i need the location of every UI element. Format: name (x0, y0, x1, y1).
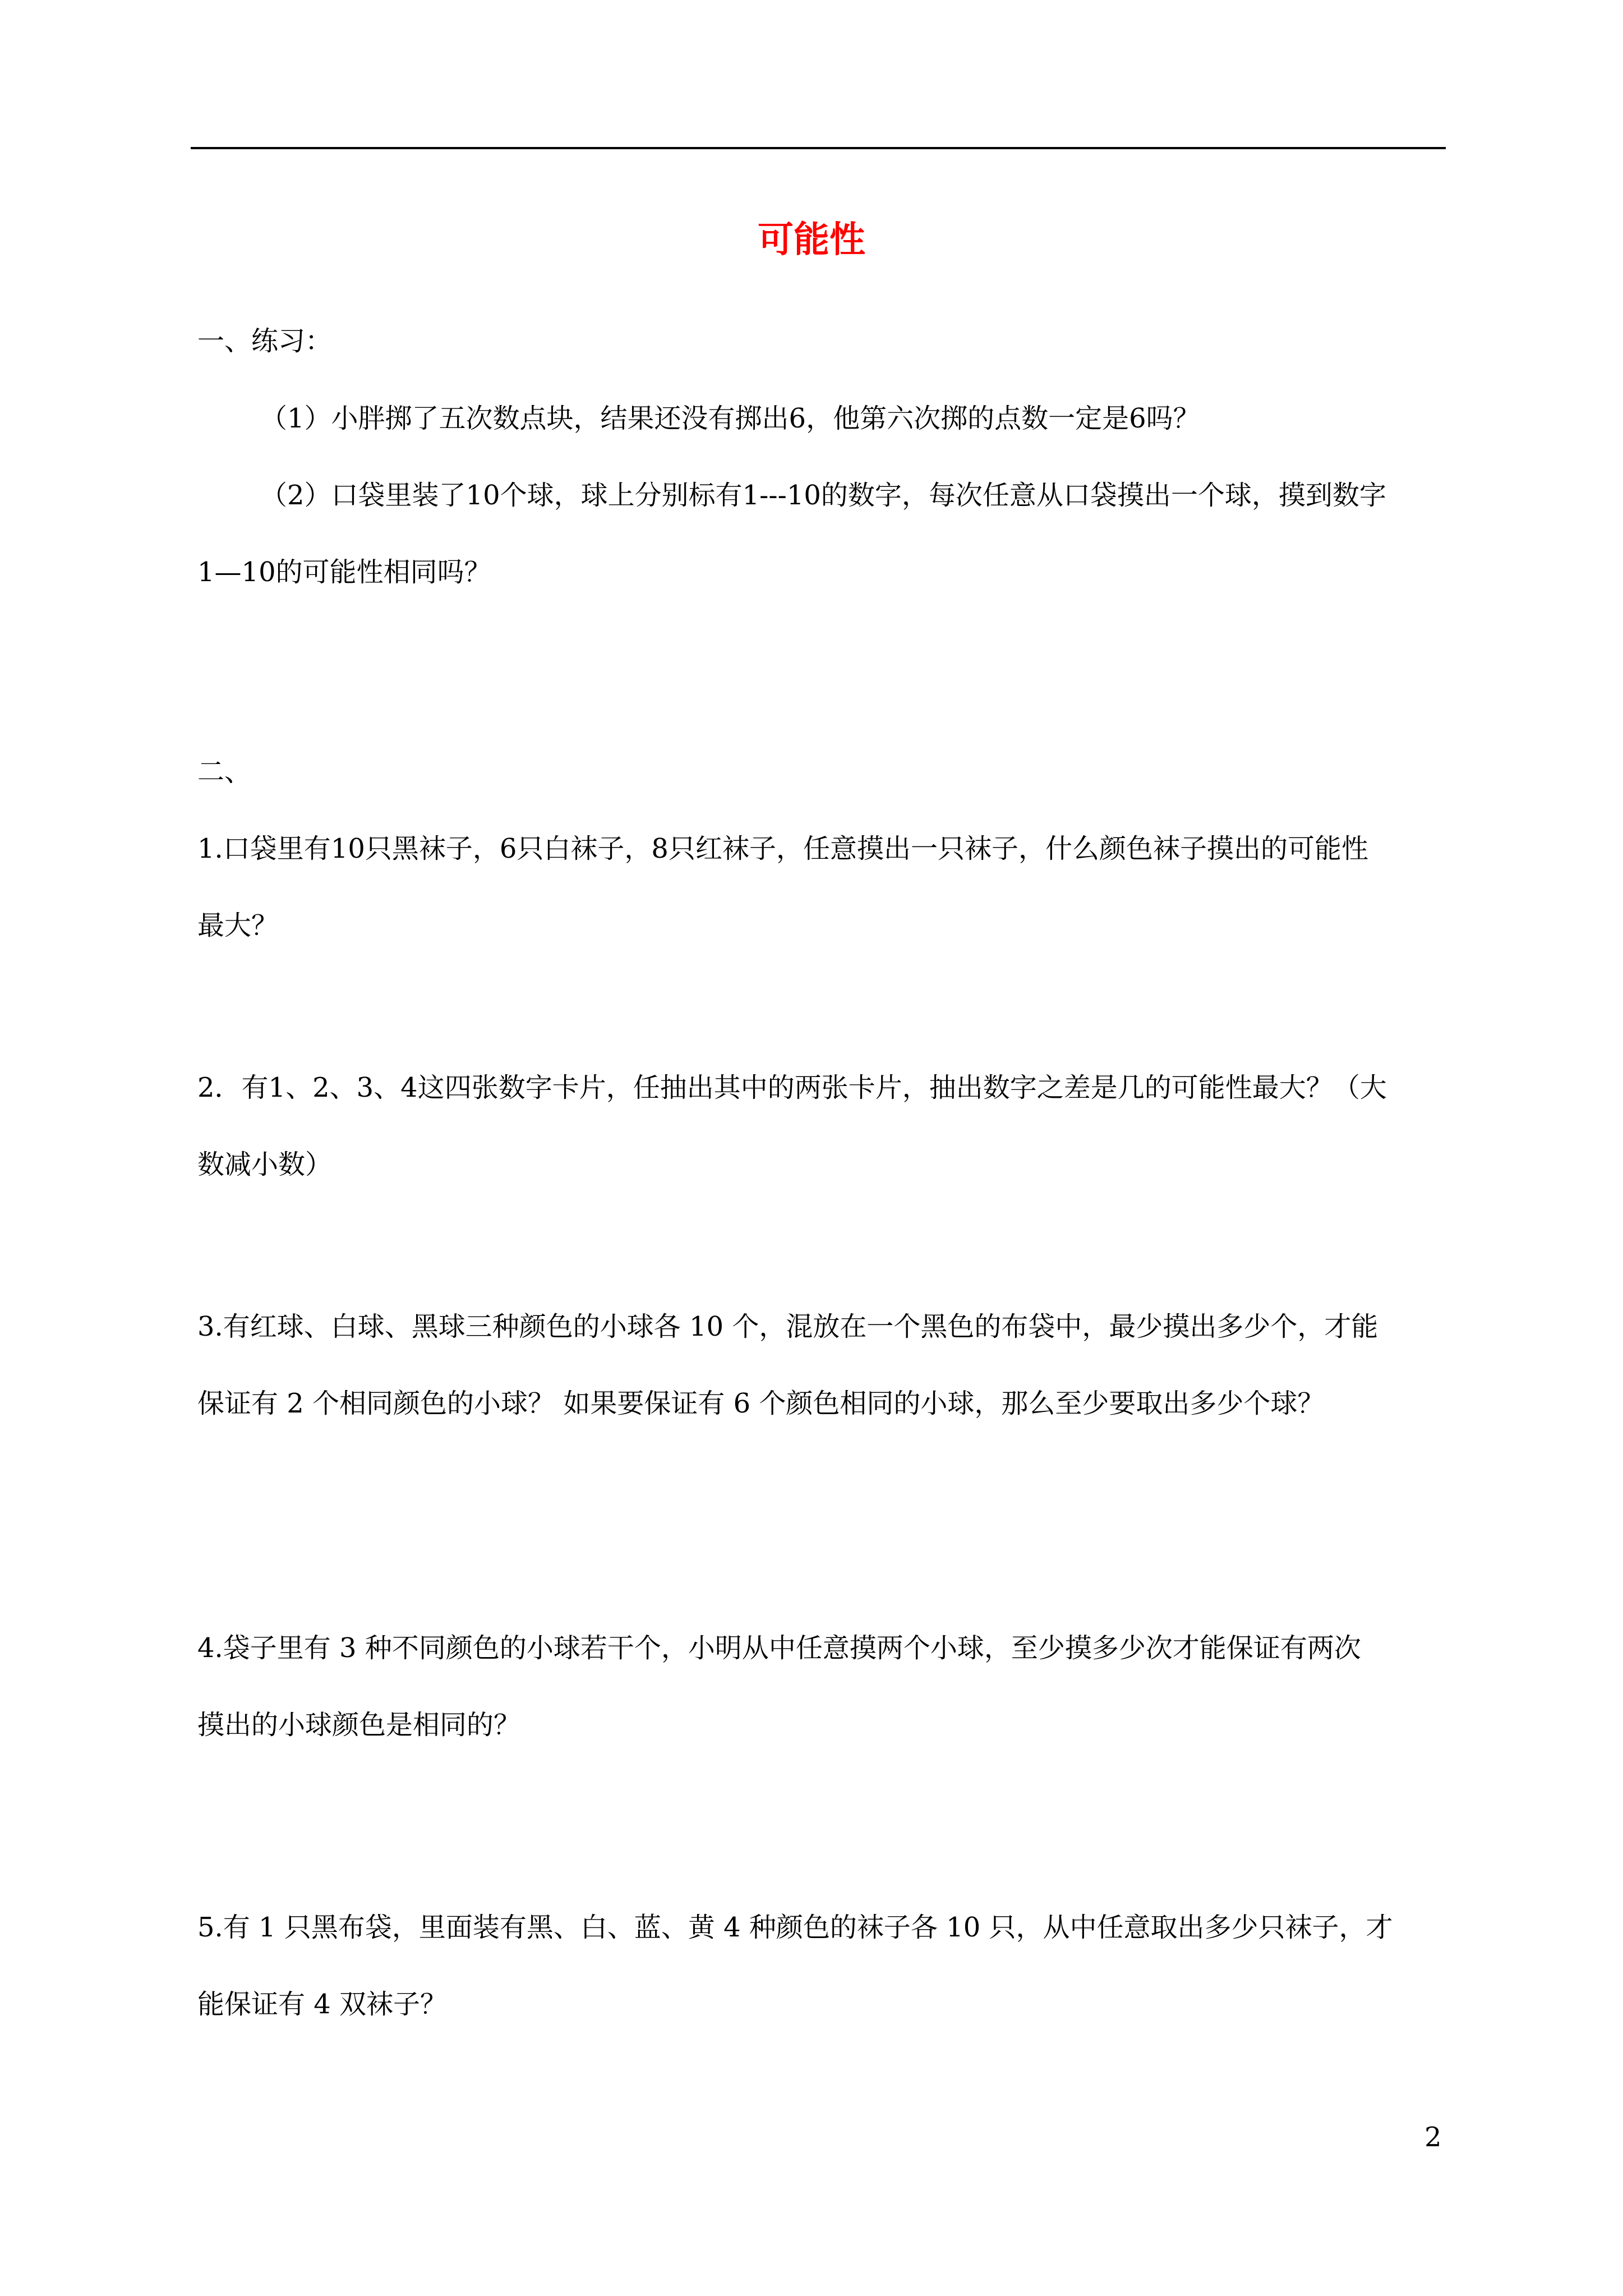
problem-1-line-1: 1.口袋里有10只黑袜子，6只白袜子，8只红袜子，任意摸出一只袜子，什么颜色袜子摸出的可能性 (197, 833, 1368, 864)
problem-2-line-1: 2．有1、2、3、4这四张数字卡片，任抽出其中的两张卡片，抽出数字之差是几的可能性最大？（大 (197, 1072, 1387, 1103)
section-2-heading: 二、 (197, 756, 252, 788)
problem-5-line-2: 能保证有 4 双袜子？ (197, 1989, 448, 2020)
page-number: 2 (1424, 2122, 1442, 2153)
header-rule (191, 147, 1446, 149)
problem-1-line-2: 最大？ (197, 910, 279, 941)
problem-5-line-1: 5.有 1 只黑布袋，里面装有黑、白、蓝、黄 4 种颜色的袜子各 10 只，从中任意取出多少只袜子，才 (197, 1912, 1393, 1943)
problem-3-line-2: 保证有 2 个相同颜色的小球？ 如果要保证有 6 个颜色相同的小球，那么至少要取出多少个球？ (197, 1388, 1325, 1419)
exercise-2-text-line-2: 1—10的可能性相同吗？ (197, 556, 491, 588)
problem-4-line-1: 4.袋子里有 3 种不同颜色的小球若干个，小明从中任意摸两个小球，至少摸多少次才能保证有两次 (197, 1632, 1361, 1664)
problem-2-line-2: 数减小数） (197, 1149, 333, 1180)
exercise-2-text-line-1: （2）口袋里装了10个球，球上分别标有1---10的数字，每次任意从口袋摸出一个球，摸到数字 (260, 480, 1386, 511)
problem-3-line-1: 3.有红球、白球、黑球三种颜色的小球各 10 个，混放在一个黑色的布袋中，最少摸出多少个，才能 (197, 1311, 1378, 1342)
section-1-heading: 一、练习： (197, 325, 333, 357)
exercise-1-text: （1）小胖掷了五次数点块，结果还没有掷出6，他第六次掷的点数一定是6吗？ (260, 403, 1200, 434)
page-title: 可能性 (758, 219, 865, 261)
problem-4-line-2: 摸出的小球颜色是相同的？ (197, 1709, 521, 1741)
